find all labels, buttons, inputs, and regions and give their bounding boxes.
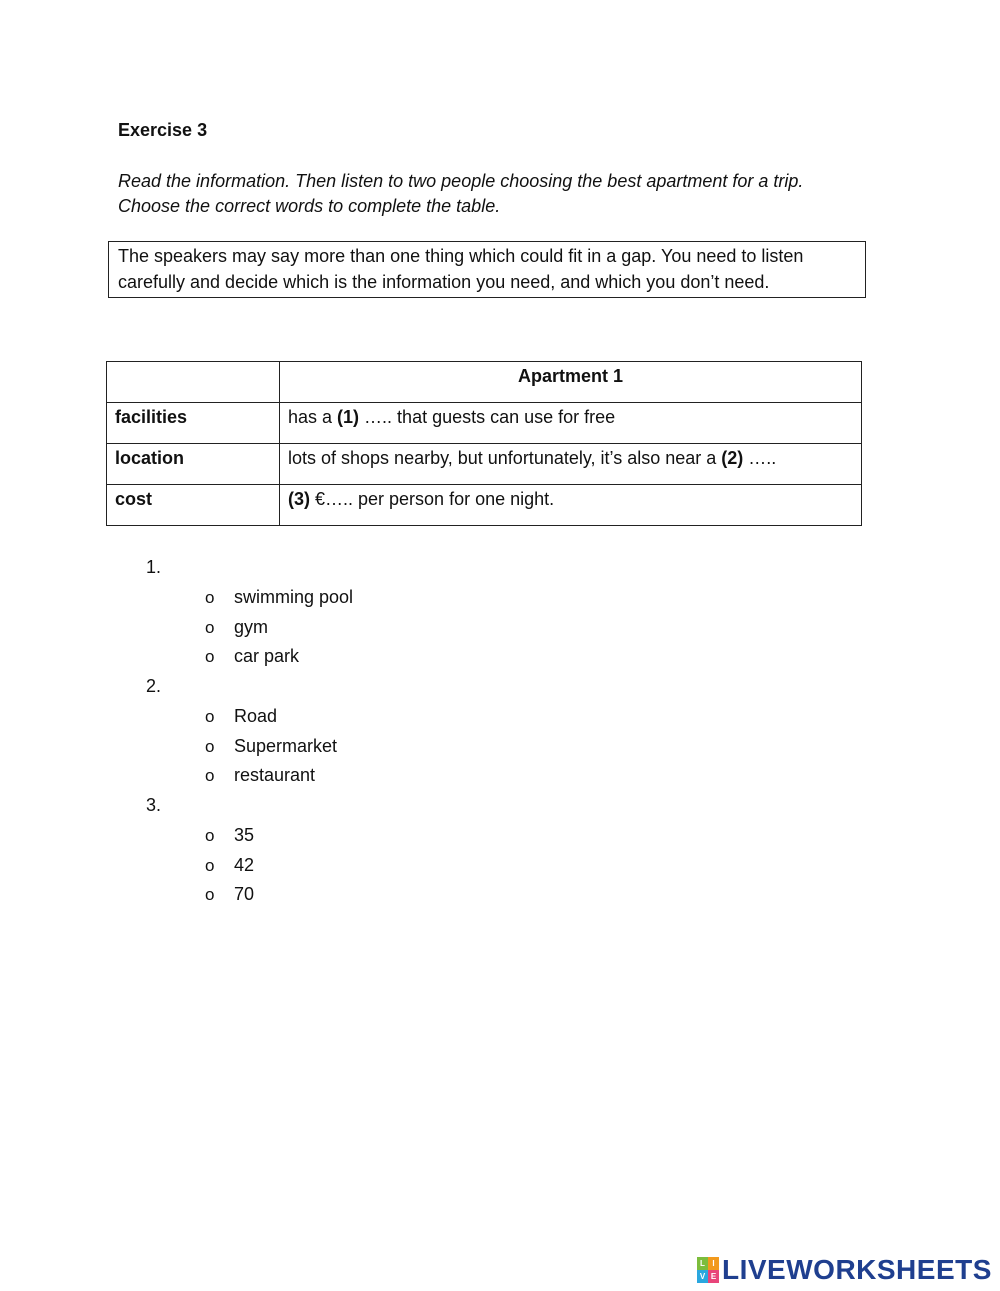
- question-3-option-1[interactable]: [205, 825, 254, 846]
- option-label: gym: [234, 617, 269, 637]
- option-label: restaurant: [234, 765, 316, 785]
- table-corner-cell: [107, 362, 280, 403]
- row-value-cost: [280, 485, 862, 526]
- option-label: Supermarket: [234, 736, 338, 756]
- option-label: car park: [234, 646, 300, 666]
- row-key-facilities: facilities: [107, 403, 280, 444]
- radio-bullet-icon[interactable]: o: [205, 588, 215, 607]
- option-label: 35: [234, 825, 255, 845]
- value-post: …..: [743, 448, 777, 468]
- value-pre: has a: [288, 407, 338, 427]
- instructions-line-2: Choose the correct words to complete the table.: [118, 196, 501, 216]
- question-1-number: 1.: [146, 557, 162, 577]
- table-row: [107, 444, 862, 485]
- gap-1-label: (1): [337, 407, 360, 427]
- gap-3-label: (3): [288, 489, 310, 509]
- question-3-option-2[interactable]: [205, 855, 254, 876]
- question-3-number: 3.: [146, 795, 162, 815]
- option-label: 42: [234, 855, 255, 875]
- row-value-location: [280, 444, 862, 485]
- logo-mark-letter: E: [708, 1270, 719, 1283]
- radio-bullet-icon[interactable]: o: [205, 647, 215, 666]
- radio-bullet-icon[interactable]: o: [205, 826, 215, 845]
- row-value-facilities: [280, 403, 862, 444]
- instructions-line-1: Read the information. Then listen to two people choosing the best apartment for a trip.: [118, 171, 804, 191]
- radio-bullet-icon[interactable]: o: [205, 856, 215, 875]
- question-1-option-1[interactable]: [205, 587, 353, 608]
- radio-bullet-icon[interactable]: o: [205, 766, 215, 785]
- apartment-table: [106, 361, 862, 526]
- radio-bullet-icon[interactable]: o: [205, 707, 215, 726]
- option-label: swimming pool: [234, 587, 354, 607]
- table-header-row: [107, 362, 862, 403]
- logo-mark-letter: L: [697, 1257, 708, 1270]
- liveworksheets-logo: [697, 1255, 992, 1285]
- option-label: 70: [234, 884, 255, 904]
- value-pre: lots of shops nearby, but unfortunately, it’s also near a: [288, 448, 722, 468]
- question-2-option-2[interactable]: [205, 736, 337, 757]
- radio-bullet-icon[interactable]: o: [205, 618, 215, 637]
- liveworksheets-mark-icon: [697, 1257, 719, 1283]
- question-2-option-1[interactable]: [205, 706, 277, 727]
- row-key-location: location: [107, 444, 280, 485]
- logo-mark-letter: V: [697, 1270, 708, 1283]
- value-post: ….. that guests can use for free: [359, 407, 616, 427]
- table-row: [107, 403, 862, 444]
- table-header-apartment: Apartment 1: [280, 362, 862, 403]
- question-2-option-3[interactable]: [205, 765, 315, 786]
- question-3-option-3[interactable]: [205, 884, 254, 905]
- radio-bullet-icon[interactable]: o: [205, 885, 215, 904]
- table-row: [107, 485, 862, 526]
- exercise-title: Exercise 3: [118, 120, 208, 140]
- logo-mark-letter: I: [708, 1257, 719, 1270]
- question-1-option-2[interactable]: [205, 617, 268, 638]
- question-1-option-3[interactable]: [205, 646, 299, 667]
- option-label: Road: [234, 706, 278, 726]
- radio-bullet-icon[interactable]: o: [205, 737, 215, 756]
- question-2-number: 2.: [146, 676, 162, 696]
- gap-2-label: (2): [721, 448, 744, 468]
- row-key-cost: cost: [107, 485, 280, 526]
- note-box: The speakers may say more than one thing which could fit in a gap. You need to listen carefully and decide which is the information you need, and which you don’t need.: [108, 241, 866, 298]
- logo-wordmark: LIVEWORKSHEETS: [722, 1254, 992, 1285]
- instructions: [118, 169, 878, 219]
- value-post: €….. per person for one night.: [310, 489, 555, 509]
